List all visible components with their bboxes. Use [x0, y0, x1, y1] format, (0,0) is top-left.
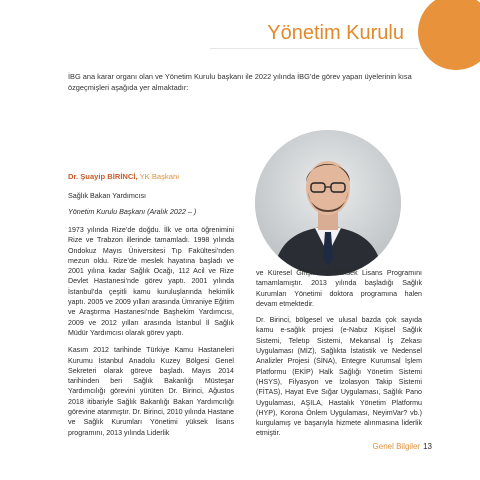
bio-left-column — [68, 225, 234, 445]
page-footer — [373, 442, 432, 451]
page-number: 13 — [423, 442, 432, 451]
profile-name: Dr. Şuayip BİRİNCİ, — [68, 172, 138, 181]
profile-heading — [68, 172, 179, 181]
profile-position: Sağlık Bakan Yardımcısı — [68, 191, 147, 200]
bio-paragraph: ve Küresel Girişimcilik Yüksek Lisans Programını tamamlamıştır. 2013 yılında başladığı Sağlık Kurumları Yönetimi doktora programına halen devam etmektedir. — [256, 269, 422, 308]
page-title: Yönetim Kurulu — [267, 22, 404, 44]
portrait-photo — [255, 130, 401, 276]
intro-paragraph: İBG ana karar organı olan ve Yönetim Kurulu başkanı ile 2022 yılında İBG’de görev yapan üyelerinin kısa özgeçmişleri aşağıda yer almaktadır: — [68, 72, 412, 92]
bio-paragraph: 1973 yılında Rize’de doğdu. İlk ve orta öğrenimini Rize ve Trabzon illerinde tamamladı. 1998 yılında Ondokuz Mayıs Üniversitesi Tıp Fakültesi’nden mezun oldu. Rize’de meslek hayatına başladı ve 2001 yılına kadar Sağlık Ocağı, 112 Acil ve Rize Devlet Hastanesi’nde görev yaptı. 2001 yılında İstanbul’da çeşitli kamu kuruluşlarında hekimlik yaptı. 2005 ve 2009 yılları arasında Ümraniye Eğitim ve Araştırma Hastanesi’nde Başhekim Yardımcısı, 2009 ve 2012 yılları arasında İstanbul İl Sağlık Müdür Yardımcısı olarak görev yaptı. — [68, 226, 234, 337]
bio-right-column — [256, 268, 422, 445]
bio-paragraph: Dr. Birinci, bölgesel ve ulusal bazda çok sayıda kamu e-sağlık projesi (e-Nabız Kişisel Sağlık Sistemi, Teletıp Sistemi, Mekansal İş Zekası Uygulaması (MİZ), Sağlıkta İstatistik ve Nedensel Analizler Projesi (SİNA), Entegre Kurumsal İşlem Platformu (EKİP) Halk Sağlığı Yönetim Sistemi (HSYS), Filyasyon ve İzolasyon Takip Sistemi (FİTAS), Hayat Eve Sığar Uygulaması, Sağlık Pano Uygulaması, AŞILA, Hastalık Yönetim Platformu (HYP), Korona Önlem Uygulaması, NeyimVar? vb.) kurgulamış ve başarıyla hizmete alınmasına liderlik etmiştir. — [256, 316, 422, 438]
bio-paragraph: Kasım 2012 tarihinde Türkiye Kamu Hastaneleri Kurumu İstanbul Anadolu Kuzey Bölgesi Genel Sekreteri olarak göreve başladı. Mayıs 2014 tarihinden beri Sağlık Bakanlığı Müsteşar Yardımcılığı görevini yürüten Dr. Birinci, Ağustos 2018 itibariyle Sağlık Bakanlığı Bakan Yardımcılığı görevine atanmıştır. Dr. Birinci, 2010 yılında Hastane ve Sağlık Kurumları Yönetimi yüksek lisans programını, 2013 yılında Liderlik — [68, 346, 234, 437]
decorative-corner-circle — [418, 0, 480, 70]
profile-role: YK Başkanı — [137, 172, 180, 181]
footer-section-label: Genel Bilgiler — [372, 442, 421, 451]
profile-board-role: Yönetim Kurulu Başkanı (Aralık 2022 – ) — [68, 207, 197, 216]
portrait-illustration — [255, 130, 401, 276]
title-divider — [210, 48, 418, 49]
